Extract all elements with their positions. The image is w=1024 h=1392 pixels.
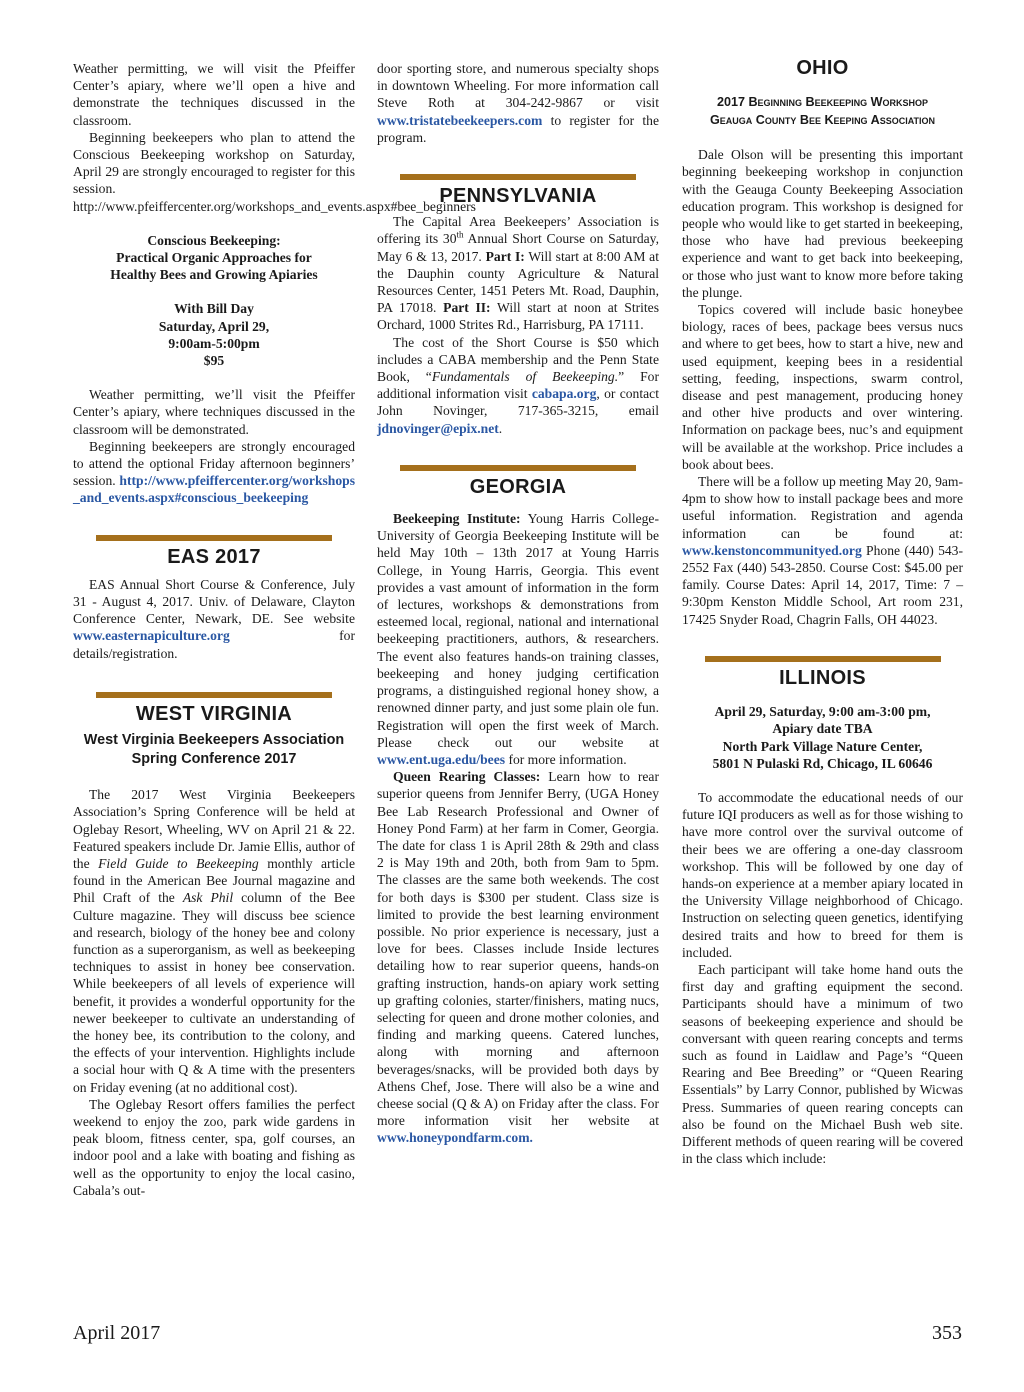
pfeiffer-paragraph-2: Beginning beekeepers who plan to attend the Conscious Beekeeping workshop on Saturday, April 29 are strongly encouraged to register for this session. http://www.pfeiffercenter.org/workshops_and_events.aspx#bee_beginners [73, 129, 476, 214]
workshop-price: $95 [203, 353, 225, 369]
uga-bees-link[interactable]: www.ent.uga.edu/bees [377, 751, 506, 767]
kenston-link[interactable]: www.kenstoncommunityed.org [682, 542, 862, 558]
pfeiffer-paragraph-1: Weather permitting, we will visit the Pfeiffer Center’s apiary, where we’ll open a hive and demonstrate the techniques discussed in the classroom. [73, 61, 355, 128]
page-number: 353 [932, 1322, 962, 1344]
ga-paragraph-1: Beekeeping Institute: Young Harris College-University of Georgia Beekeeping Institute will be held May 10th – 13th 2017 at Young Harris College, in Young Harris, Georgia. This event provides a vast amount of information in the form of lectures, workshops & demonstrations from esteemed local, regional, national and international beekeeping practitioners, authors, & researchers. The event also features hands-on training classes, beekeeping and honey judging certification programs, a distinguished regional honey show, a renowned dinner party, and just some plain ole fun. Registration will open the first week of March. Please check out our website at www.ent.uga.edu/bees for more information. [377, 511, 659, 767]
section-heading-west-virginia: WEST VIRGINIA [135, 702, 293, 725]
honeypond-link[interactable]: www.honeypondfarm.com. [377, 1130, 533, 1146]
workshop-title-line-1: Conscious Beekeeping: [147, 232, 281, 248]
novinger-email-link[interactable]: jdnovinger@epix.net [377, 420, 499, 436]
ohio-paragraph-2: Topics covered will include basic honeybee biology, races of bees, package bees versus nucs and where to get bees, how to start a hive, new and used equipment, keeping bees in a residential setting, feeding, inspections, swarm control, disease and pest management, producing honey and other hive products and over wintering. Information on package bees, nuc’s and equipment will be available at the workshop. Price includes a book about bees. [682, 302, 963, 472]
section-heading-eas: EAS 2017 [167, 545, 261, 568]
wv-subheading-1: West Virginia Beekeepers Association [83, 732, 345, 749]
illinois-apiary-date: Apiary date TBA [772, 721, 873, 737]
pfeiffer-paragraph-4: Beginning beekeepers are strongly encouraged to attend the optional Friday afternoon beginners’ session. http://www.pfeiffercenter.org/workshops_and_events.aspx#conscious_beekeeping [73, 438, 355, 506]
workshop-presenter: With Bill Day [174, 301, 254, 317]
eas-paragraph: EAS Annual Short Course & Conference, July 31 - August 4, 2017. Univ. of Delaware, Clayton Conference Center, Newark, DE. See website www.easternapiculture.org for details/registration. [73, 576, 355, 661]
workshop-time: 9:00am-5:00pm [168, 335, 260, 351]
section-heading-pennsylvania: PENNSYLVANIA [439, 185, 597, 208]
pfeiffer-link[interactable]: http://www.pfeiffercenter.org/workshops_and_events.aspx#conscious_beekeeping [73, 473, 355, 506]
tristate-link[interactable]: www.tristatebeekeepers.com [377, 112, 543, 128]
ohio-paragraph-1: Dale Olson will be presenting this important beginning beekeeping workshop in conjunction with the Geauga County Beekeeping Association education program. This workshop is designed for people who would like to get started in beekeeping, those who have had previous beekeeping experience and want to get back into beekeeping, or those who just want to know more before taking the plunge. [682, 147, 963, 300]
ga-paragraph-2: Queen Rearing Classes: Learn how to rear superior queens from Jennifer Berry, (UGA Honey Bee Lab Research Professional and Owner of Honey Pond Farm) at her farm in Comer, Georgia. The date for class 1 is April 28th & 29th and class 2 is May 19th and 20th, both from 9am to 5pm. The classes are the same both weekends. The cost for both days is $300 per student. Class size is limited to provide the best learning environment possible. No prior experience is necessary, just a love for bees. Classes include Inside lectures detailing how to rear superior queens, hands-on grafting instruction, hands-on apiary work setting up grafting colonies, starter/finishers, mating nucs, selecting for queen and drone mother colonies, and finding and marking queens. Catered lunches, along with morning and afternoon beverages/snacks, will be provided both days by Athens Chef, Jose. There will also be a wine and cheese social (Q & A) on Friday after the class. For more information visit her website at www.honeypondfarm.com. [377, 769, 659, 1146]
wv-paragraph-1: The 2017 West Virginia Beekeepers Association’s Spring Conference will be held at Oglebay Resort, Wheeling, WV on April 21 & 22. Featured speakers include Dr. Jamie Ellis, author of the Field Guide to Beekeeping monthly article found in the American Bee Journal magazine and Phil Craft of the Ask Phil column of the Bee Culture magazine. They will discuss bee science and research, biology of the honey bee and colony function as a superorganism, as well as beekeeping techniques to assist in honey bee conservation. While beekeepers of all levels of experience will benefit, it provides a wonderful opportunity for the newer beekeeper to cultivate an understanding of the honey bee, its contribution to the colony, and the effects of your intervention. Highlights include a social hour with Q & A time with the presenters on Friday evening (at no additional cost). [73, 787, 355, 1095]
section-heading-illinois: ILLINOIS [779, 666, 866, 689]
pa-paragraph-2: The cost of the Short Course is $50 which includes a CABA membership and the Penn State Book, “Fundamentals of Beekeeping.” For additional information visit cabapa.org, or contact John Novinger, 717-365-3215, email jdnovinger@epix.net. [377, 334, 659, 436]
workshop-title-line-3: Healthy Bees and Growing Apiaries [110, 267, 318, 283]
wv-subheading-2: Spring Conference 2017 [131, 751, 297, 768]
illinois-date: April 29, Saturday, 9:00 am-3:00 pm, [714, 704, 931, 720]
section-heading-georgia: GEORGIA [469, 475, 567, 498]
ohio-subheading-1: 2017 Beginning Beekeeping Workshop [716, 95, 929, 110]
pa-paragraph-1: The Capital Area Beekeepers’ Association is offering its 30th Annual Short Course on Saturday, May 6 & 13, 2017. Part I: Will start at 8:00 AM at the Dauphin county Agriculture & Natural Resources Center, 1451 Peters Mt. Road, Dauphin, PA 17018. Part II: Will start at noon at Strites Orchard, 1000 Strites Rd., Harrisburg, PA 17111. [377, 214, 659, 333]
ohio-paragraph-3: There will be a follow up meeting May 20, 9am-4pm to show how to install package bees and more useful information. Registration and agenda information can be found at: www.kenstoncommunityed.org Phone (440) 543-2552 Fax (440) 543-2850. Course Cost: $45.00 per family. Course Dates: April 14, 2017, Time: 7 – 9:30pm Kenston Middle School, Art room 231, 17425 Snyder Road, Chagrin Falls, OH 44023. [682, 474, 964, 627]
wv-paragraph-2: The Oglebay Resort offers families the perfect weekend to enjoy the zoo, park wide gardens in peak bloom, fitness center, spa, golf courses, an indoor pool and a lake with boating and fishing as well as the opportunity to enjoy the local casino, Cabala’s out- [73, 1096, 355, 1198]
pfeiffer-paragraph-3: Weather permitting, we’ll visit the Pfeiffer Center’s apiary, where techniques discussed in the classroom will be demonstrated. [73, 387, 355, 437]
workshop-title-line-2: Practical Organic Approaches for [116, 250, 312, 266]
ohio-subheading-2: Geauga County Bee Keeping Association [709, 113, 936, 128]
section-heading-ohio: OHIO [796, 57, 849, 79]
illinois-paragraph-2: Each participant will take home hand outs the first day and grafting equipment the second. Participants should have a minimum of two seasons of beekeeping experience and should be conversant with queen rearing concepts and terms such as found in Laidlaw and Page’s “Queen Rearing and Bee Breeding” or “Queen Rearing Essentials” by Larry Connor, published by Wicwas Press. Summaries of queen rearing concepts can also be found on the Michael Bush web site. Different methods of queen rearing will be covered in the class which include: [682, 961, 963, 1167]
illinois-address: 5801 N Pulaski Rd, Chicago, IL 60646 [712, 755, 933, 771]
column-right [682, 57, 964, 1167]
cabapa-link[interactable]: cabapa.org [531, 386, 597, 402]
illinois-paragraph-1: To accommodate the educational needs of our future IQI producers as well as for those wishing to have more control over the survival outcome of their bees we are offering a one-day classroom workshop. This will be followed by one day of hands-on experience at a member apiary located in the University Village neighborhood of Chicago. Instruction on selecting queen genetics, identifying desired traits and how to breed for them is included. [682, 789, 963, 960]
wv-continued-paragraph: door sporting store, and numerous specialty shops in downtown Wheeling. For more information call Steve Roth at 304-242-9867 or visit www.tristatebeekeepers.com to register for the program. [377, 61, 659, 145]
column-middle [377, 60, 659, 1147]
footer-date: April 2017 [73, 1322, 161, 1344]
eas-link[interactable]: www.easternapiculture.org [73, 628, 230, 644]
illinois-venue: North Park Village Nature Center, [722, 738, 923, 754]
workshop-date: Saturday, April 29, [158, 318, 270, 334]
